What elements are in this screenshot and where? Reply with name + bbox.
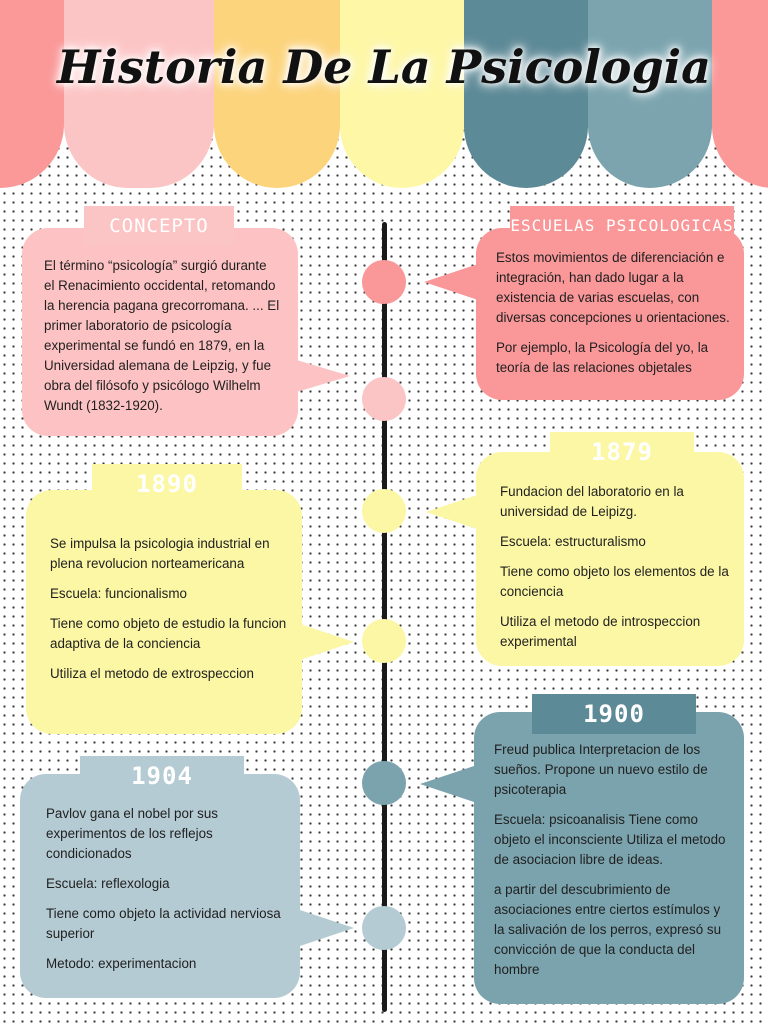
y1904-text-1: Pavlov gana el nobel por sus experimentos de los reflejos condicionados (46, 806, 218, 861)
y1890-label: 1890 (92, 464, 242, 504)
y1904-card (20, 774, 300, 998)
escuelas-text-2: Por ejemplo, la Psicología del yo, la teoría de las relaciones objetales (496, 340, 709, 375)
escuelas-card-pointer (424, 262, 484, 302)
y1890-text-1: Se impulsa la psicologia industrial en plena revolucion norteamericana (50, 536, 270, 571)
y1900-text-2: Escuela: psicoanalisis Tiene como objeto el inconsciente Utiliza el metodo de asociacion libre de ideas. (494, 812, 726, 867)
concepto-card (22, 228, 298, 436)
y1890-card-pointer (294, 622, 354, 662)
y1890-text-3: Tiene como objeto de estudio la funcion adaptiva de la conciencia (50, 616, 287, 651)
striped-awning-header (0, 0, 768, 190)
y1900-text-1: Freud publica Interpretacion de los sueños. Propone un nuevo estilo de psicoterapia (494, 742, 708, 797)
concepto-text: El término “psicología” surgió durante el Renacimiento occidental, retomando la herencia pagana grecorromana. ... El primer laboratorio de psicología experimental se fundó en 1879, en la Universidad alemana de Leipzig, y fue obra del filósofo y psicólogo Wilhelm Wundt (1832-1920). (44, 258, 280, 413)
y1904-label: 1904 (80, 756, 244, 796)
y1890-text-4: Utiliza el metodo de extrospeccion (50, 666, 254, 681)
awning-stripe-teal (464, 0, 588, 188)
y1879-text-3: Tiene como objeto los elementos de la conciencia (500, 564, 729, 599)
concepto-card-pointer (290, 358, 350, 394)
awning-stripe-blue-grey (588, 0, 712, 188)
y1879-label: 1879 (550, 432, 694, 472)
y1879-text-4: Utiliza el metodo de introspeccion experimental (500, 614, 701, 649)
awning-stripe-light-pink (64, 0, 214, 188)
timeline-dot-1890 (362, 619, 406, 663)
y1879-card (476, 452, 744, 666)
y1904-card-pointer (294, 908, 354, 948)
y1904-text-3: Tiene como objeto la actividad nerviosa superior (46, 906, 281, 941)
timeline-dot-1904 (362, 906, 406, 950)
y1890-card (26, 490, 302, 734)
y1900-text-3: a partir del descubrimiento de asociaciones entre ciertos estímulos y la salivación de los perros, expresó su convicción de que la conducta del hombre (494, 882, 722, 977)
awning-stripe-pink (0, 0, 64, 188)
awning-stripe-pink-right (712, 0, 768, 188)
escuelas-label: ESCUELAS PSICOLOGICAS (510, 206, 734, 246)
y1904-text-2: Escuela: reflexologia (46, 876, 170, 891)
timeline-dot-concepto-bottom (362, 377, 406, 421)
y1879-text-1: Fundacion del laboratorio en la universidad de Leipizg. (500, 484, 684, 519)
page-title: Historia De La Psicologia (57, 40, 711, 94)
timeline-dot-1879 (362, 489, 406, 533)
concepto-label: CONCEPTO (84, 206, 234, 246)
y1904-text-4: Metodo: experimentacion (46, 956, 197, 971)
timeline-dot-1900 (362, 761, 406, 805)
escuelas-text-1: Estos movimientos de diferenciación e integración, han dado lugar a la existencia de varias escuelas, con diversas concepciones u orientaciones. (496, 250, 730, 325)
y1900-card (474, 712, 744, 1004)
y1900-label: 1900 (532, 694, 696, 734)
timeline-line (382, 222, 387, 1012)
timeline-dot-concepto-top (362, 260, 406, 304)
awning-stripe-yellow (340, 0, 464, 188)
escuelas-card (476, 228, 744, 400)
awning-stripe-orange (214, 0, 340, 188)
y1900-card-pointer (420, 764, 480, 804)
y1890-text-2: Escuela: funcionalismo (50, 586, 187, 601)
y1879-text-2: Escuela: estructuralismo (500, 534, 646, 549)
